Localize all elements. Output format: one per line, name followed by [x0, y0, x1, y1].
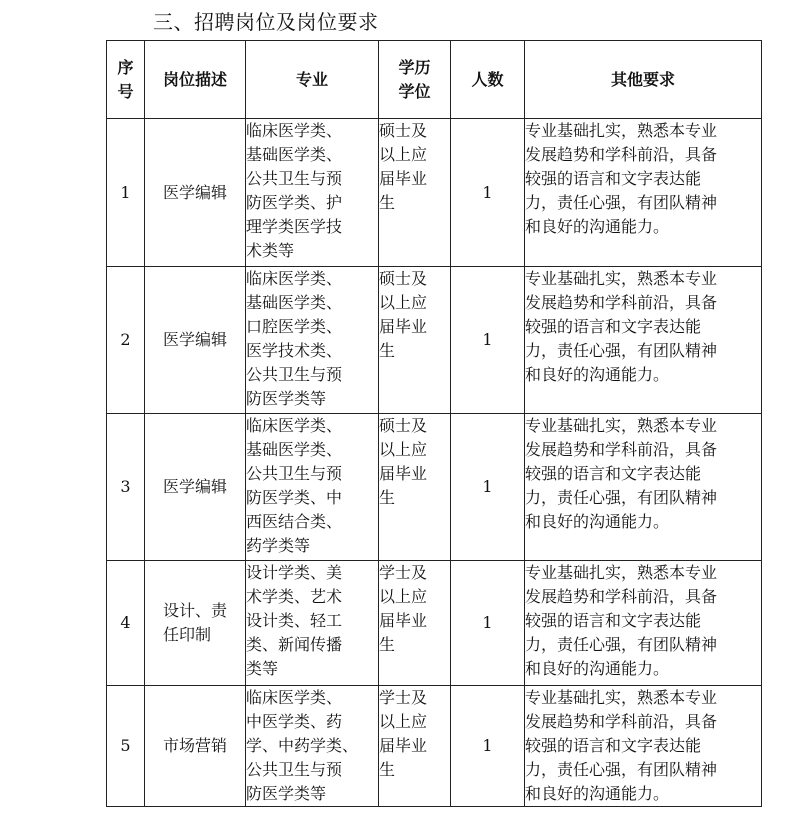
cell-position-text: 医学编辑	[162, 182, 227, 202]
cell-other: 专业基础扎实，熟悉本专业 发展趋势和学科前沿，具备 较强的语言和文字表达能 力，责任心强，有团队精神 和良好的沟通能力。	[525, 267, 762, 414]
table-header-row	[107, 41, 762, 119]
cell-degree: 硕士及 以上应 届毕业 生	[379, 119, 451, 267]
cell-other: 专业基础扎实，熟悉本专业 发展趋势和学科前沿，具备 较强的语言和文字表达能 力，责任心强，有团队精神 和良好的沟通能力。	[525, 561, 762, 686]
cell-count-text: 1	[482, 736, 493, 755]
cell-count-text: 1	[482, 477, 493, 496]
cell-no: 2	[107, 267, 145, 414]
cell-count	[451, 414, 525, 561]
cell-other: 专业基础扎实，熟悉本专业 发展趋势和学科前沿，具备 较强的语言和文字表达能 力，责任心强，有团队精神 和良好的沟通能力。	[525, 414, 762, 561]
cell-position	[145, 686, 246, 807]
cell-other: 专业基础扎实，熟悉本专业 发展趋势和学科前沿，具备 较强的语言和文字表达能 力，责任心强，有团队精神 和良好的沟通能力。	[525, 686, 762, 807]
cell-degree: 学士及 以上应 届毕业 生	[379, 686, 451, 807]
cell-position-text: 医学编辑	[162, 477, 227, 496]
header-no: 序 号	[107, 41, 145, 119]
cell-count-text: 1	[482, 182, 493, 202]
table-row	[107, 686, 762, 807]
table-row	[107, 561, 762, 686]
cell-major: 临床医学类、 基础医学类、 公共卫生与预 防医学类、护 理学类医学技 术类等	[246, 119, 379, 267]
cell-count-text: 1	[482, 613, 493, 632]
cell-position	[145, 267, 246, 414]
cell-count	[451, 686, 525, 807]
cell-position	[145, 561, 246, 686]
cell-other: 专业基础扎实，熟悉本专业 发展趋势和学科前沿，具备 较强的语言和文字表达能 力，责任心强，有团队精神 和良好的沟通能力。	[525, 119, 762, 267]
cell-major: 设计学类、美 术学类、艺术 设计类、轻工 类、新闻传播 类等	[246, 561, 379, 686]
cell-position-text: 市场营销	[162, 736, 227, 755]
header-degree: 学历 学位	[379, 41, 451, 119]
cell-position	[145, 119, 246, 267]
table-row	[107, 119, 762, 267]
cell-degree: 学士及 以上应 届毕业 生	[379, 561, 451, 686]
cell-major: 临床医学类、 基础医学类、 公共卫生与预 防医学类、中 西医结合类、 药学类等	[246, 414, 379, 561]
cell-degree: 硕士及 以上应 届毕业 生	[379, 414, 451, 561]
cell-count	[451, 267, 525, 414]
cell-major: 临床医学类、 中医学类、药 学、中药学类、 公共卫生与预 防医学类等	[246, 686, 379, 807]
cell-count-text: 1	[482, 330, 493, 349]
header-other: 其他要求	[525, 41, 762, 119]
section-title: 三、招聘岗位及岗位要求	[153, 10, 379, 34]
cell-position	[145, 414, 246, 561]
cell-no: 5	[107, 686, 145, 807]
header-major: 专业	[246, 41, 379, 119]
cell-no: 4	[107, 561, 145, 686]
cell-position-text: 医学编辑	[162, 330, 227, 349]
cell-position-text: 设计、责 任印制	[162, 601, 227, 644]
header-position: 岗位描述	[145, 41, 246, 119]
recruitment-table	[106, 40, 762, 807]
cell-degree: 硕士及 以上应 届毕业 生	[379, 267, 451, 414]
header-count: 人数	[451, 41, 525, 119]
cell-count	[451, 561, 525, 686]
cell-count	[451, 119, 525, 267]
cell-major: 临床医学类、 基础医学类、 口腔医学类、 医学技术类、 公共卫生与预 防医学类等	[246, 267, 379, 414]
cell-no: 3	[107, 414, 145, 561]
table-row	[107, 414, 762, 561]
cell-no: 1	[107, 119, 145, 267]
table-row	[107, 267, 762, 414]
